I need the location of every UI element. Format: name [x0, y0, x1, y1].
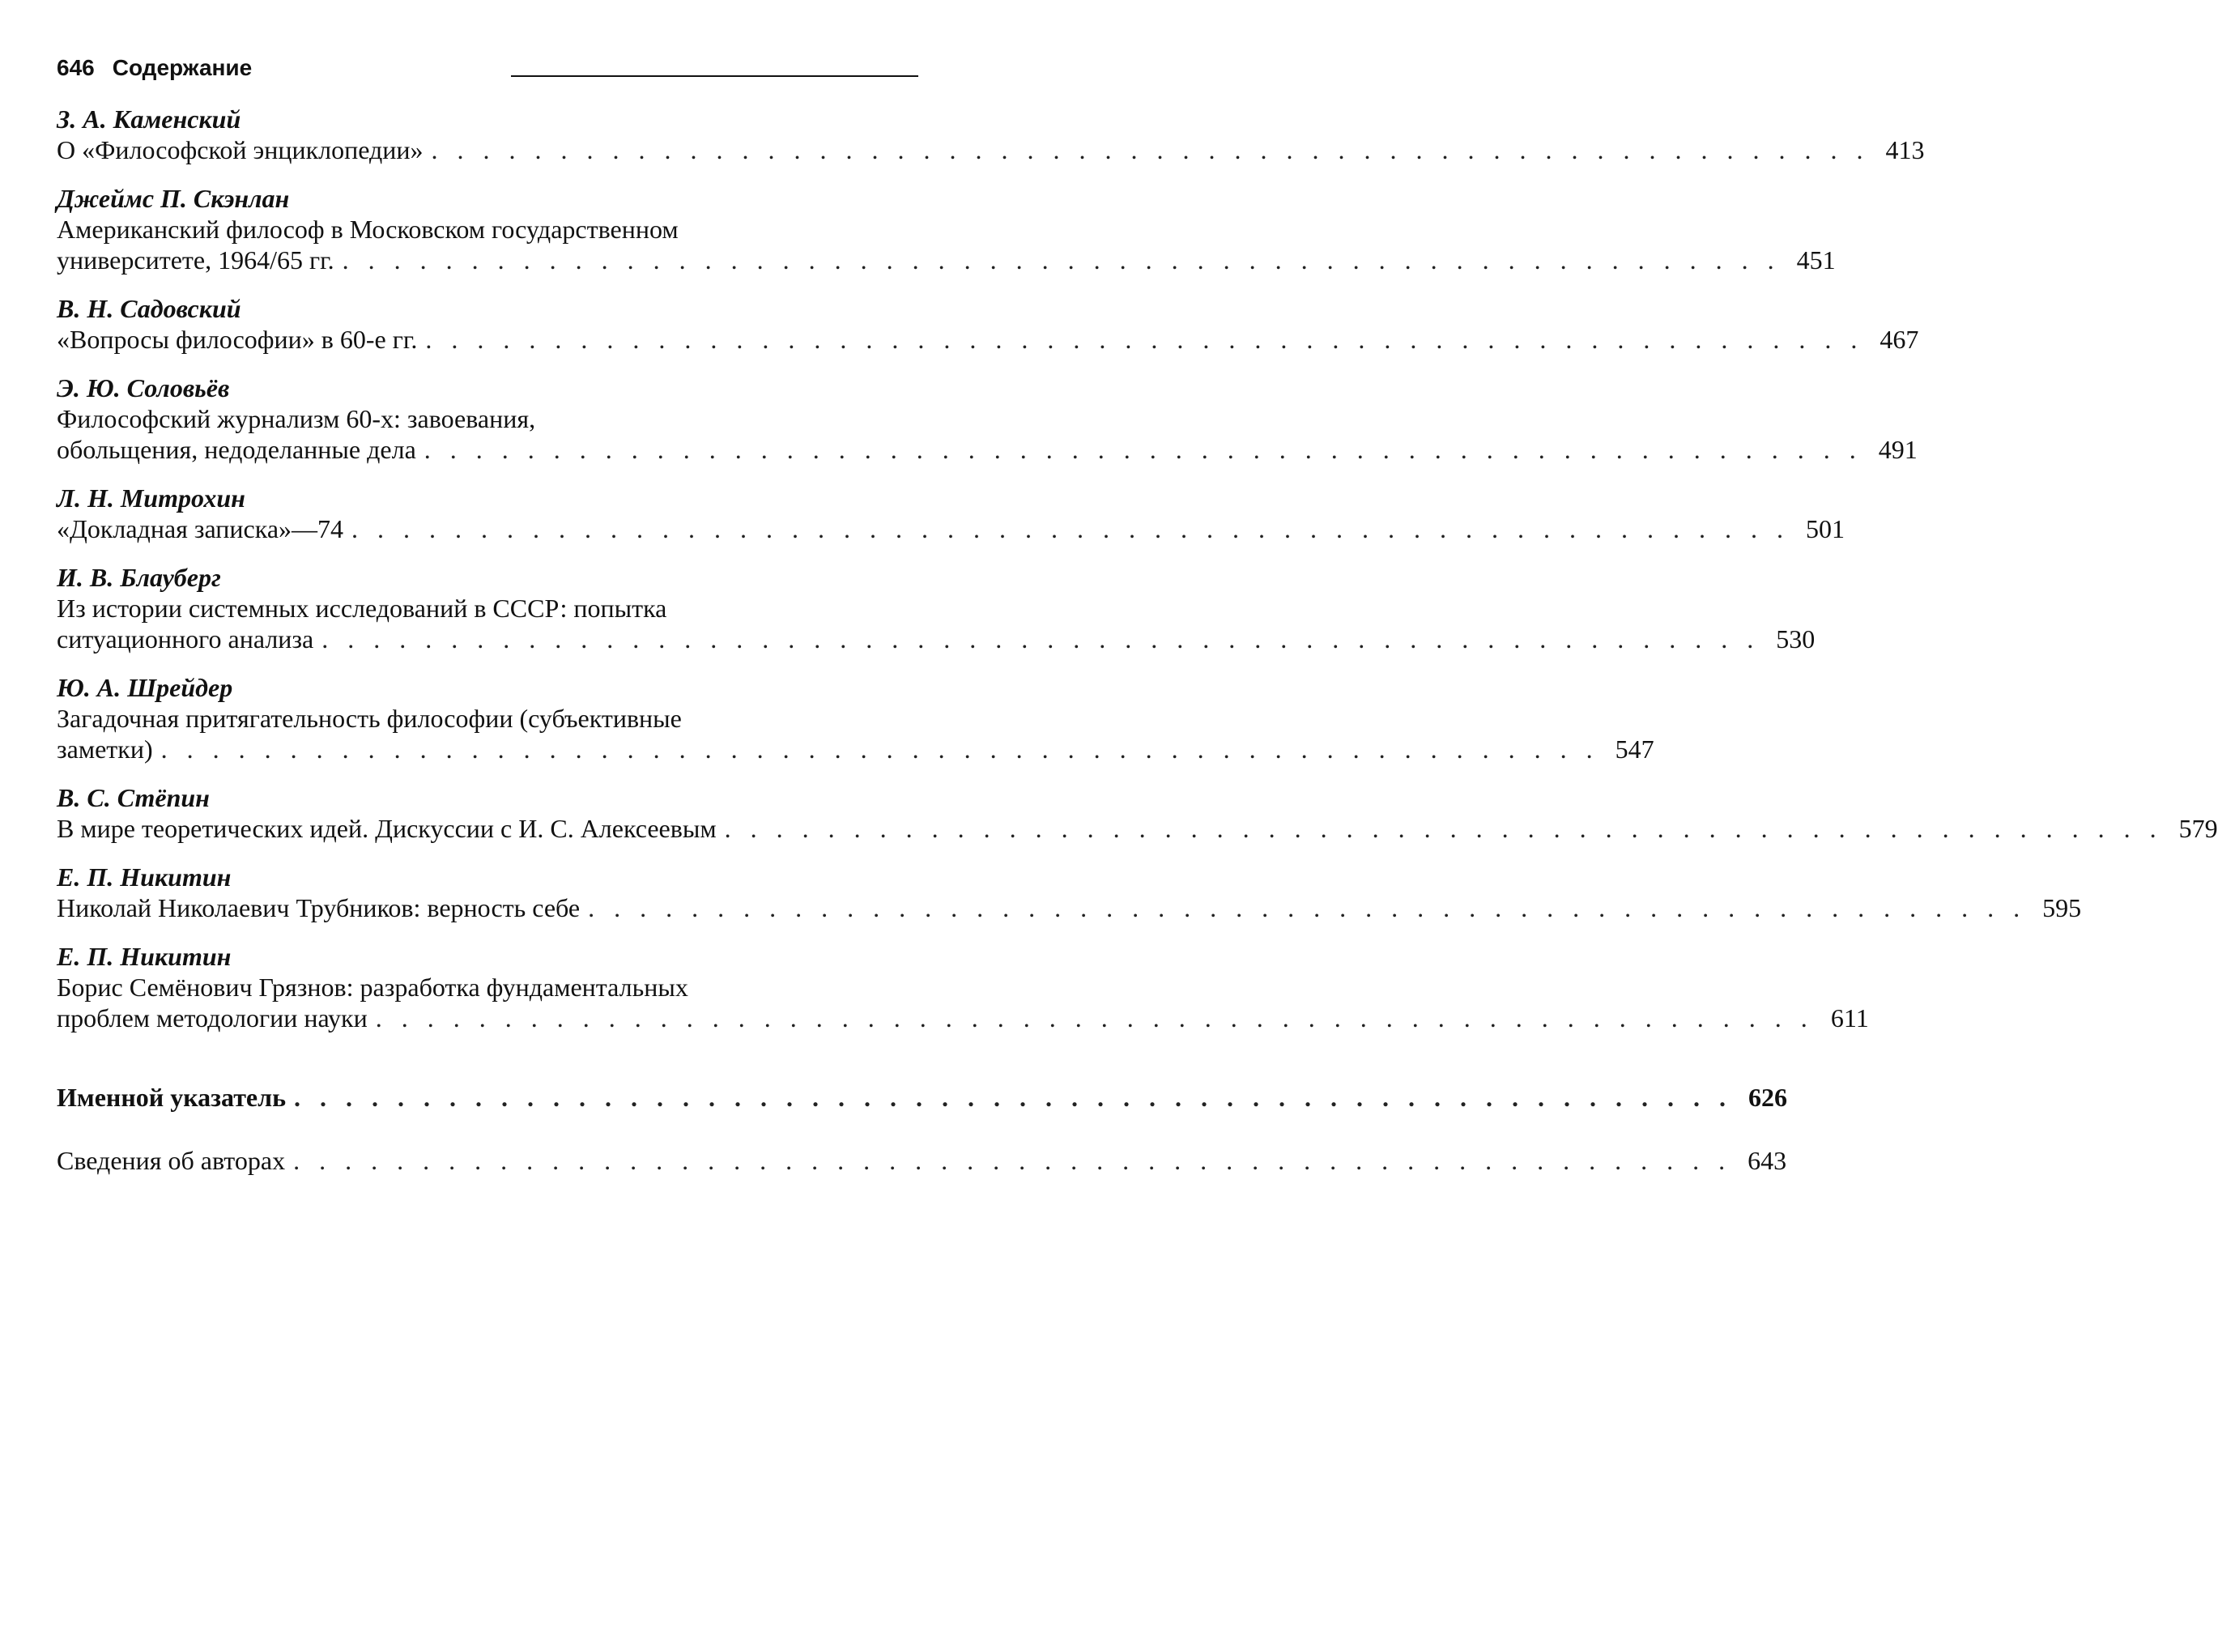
dot-leader: . . . . . . . . . . . . . . . . . . . . . . . . . . . . . . . . . . . . . . . . . . . . . . . . . . . . . . . .	[160, 734, 1599, 764]
dot-leader: . . . . . . . . . . . . . . . . . . . . . . . . . . . . . . . . . . . . . . . . . . . . . . . . . . . . . . . .	[351, 514, 1790, 543]
entry-title-text: В мире теоретических идей. Дискуссии с И. С. Алексеевым	[57, 814, 717, 843]
entry-title-last-line	[57, 892, 2082, 923]
back-matter-page-number: 643	[1748, 1146, 1787, 1175]
page-title: Содержание	[112, 55, 253, 80]
toc-entry	[57, 941, 1869, 1033]
toc-entry	[57, 672, 1654, 764]
entry-title-last-line	[57, 434, 1918, 465]
dot-leader: . . . . . . . . . . . . . . . . . . . . . . . . . . . . . . . . . . . . . . . . . . . . . . . . . . . . . . . .	[293, 1083, 1732, 1112]
toc-entry	[57, 293, 1919, 355]
entry-title-line: Философский журнализм 60-х: завоевания,	[57, 404, 536, 433]
entry-title-text: ситуационного анализа	[57, 624, 314, 654]
dot-leader: . . . . . . . . . . . . . . . . . . . . . . . . . . . . . . . . . . . . . . . . . . . . . . . . . . . . . . . .	[293, 1146, 1732, 1175]
entry-author: В. С. Стёпин	[57, 783, 210, 812]
entry-author: Э. Ю. Соловьёв	[57, 373, 230, 402]
back-matter-label: Именной указатель	[57, 1083, 286, 1112]
entry-page-number: 530	[1776, 624, 1816, 654]
entry-title-line: Загадочная притягательность философии (субъективные	[57, 704, 682, 733]
entry-title-last-line	[57, 813, 2218, 844]
entry-title-text: заметки)	[57, 734, 153, 764]
toc-entry	[57, 562, 1816, 654]
entry-page-number: 611	[1830, 1003, 1869, 1032]
entry-author: Л. Н. Митрохин	[57, 483, 245, 513]
dot-leader: . . . . . . . . . . . . . . . . . . . . . . . . . . . . . . . . . . . . . . . . . . . . . . . . . . . . . . . .	[342, 245, 1781, 275]
toc-entry	[57, 183, 1836, 275]
dot-leader: . . . . . . . . . . . . . . . . . . . . . . . . . . . . . . . . . . . . . . . . . . . . . . . . . . . . . . . .	[321, 624, 1760, 654]
toc-entry	[57, 862, 2082, 923]
entry-title-last-line	[57, 513, 1845, 544]
entry-title-last-line	[57, 1003, 1869, 1033]
toc-entry	[57, 104, 1925, 165]
entry-page-number: 547	[1615, 734, 1654, 764]
back-matter-entry	[57, 1145, 1787, 1176]
dot-leader: . . . . . . . . . . . . . . . . . . . . . . . . . . . . . . . . . . . . . . . . . . . . . . . . . . . . . . . .	[424, 435, 1863, 464]
entry-author: Е. П. Никитин	[57, 862, 232, 892]
dot-leader: . . . . . . . . . . . . . . . . . . . . . . . . . . . . . . . . . . . . . . . . . . . . . . . . . . . . . . . .	[375, 1003, 1814, 1032]
page-number: 646	[57, 55, 95, 80]
entry-title-last-line	[57, 245, 1836, 275]
entry-page-number: 579	[2178, 814, 2218, 843]
entry-page-number: 595	[2042, 893, 2082, 922]
dot-leader: . . . . . . . . . . . . . . . . . . . . . . . . . . . . . . . . . . . . . . . . . . . . . . . . . . . . . . . .	[431, 135, 1870, 164]
entry-title-last-line	[57, 624, 1816, 654]
entry-page-number: 491	[1878, 435, 1918, 464]
entry-title-last-line	[57, 734, 1654, 764]
entry-title-line: Из истории системных исследований в СССР: попытка	[57, 594, 667, 623]
entry-title-line: Борис Семёнович Грязнов: разработка фундаментальных	[57, 973, 688, 1002]
toc-page	[57, 47, 2218, 1208]
entry-author: Ю. А. Шрейдер	[57, 673, 233, 702]
entry-title-last-line	[57, 134, 1925, 165]
entry-author: В. Н. Садовский	[57, 294, 241, 323]
entry-title-text: «Вопросы философии» в 60-е гг.	[57, 325, 418, 354]
toc-entry	[57, 782, 2218, 844]
entry-page-number: 467	[1880, 325, 1919, 354]
entry-author: Е. П. Никитин	[57, 942, 232, 971]
entry-author: Джеймс П. Скэнлан	[57, 184, 290, 213]
entry-title-text: Николай Николаевич Трубников: верность себе	[57, 893, 581, 922]
back-matter-entry	[57, 1082, 1787, 1113]
entry-title-text: обольщения, недоделанные дела	[57, 435, 416, 464]
toc-list	[57, 104, 2218, 1033]
entry-author: З. А. Каменский	[57, 104, 241, 134]
entry-title-text: проблем методологии науки	[57, 1003, 368, 1032]
toc-entry	[57, 483, 1845, 544]
page-header	[57, 47, 918, 79]
header-rule	[511, 75, 918, 77]
back-matter-list	[57, 1082, 1787, 1176]
dot-leader: . . . . . . . . . . . . . . . . . . . . . . . . . . . . . . . . . . . . . . . . . . . . . . . . . . . . . . . .	[724, 814, 2163, 843]
entry-title-last-line	[57, 324, 1919, 355]
dot-leader: . . . . . . . . . . . . . . . . . . . . . . . . . . . . . . . . . . . . . . . . . . . . . . . . . . . . . . . .	[588, 893, 2027, 922]
entry-page-number: 501	[1806, 514, 1845, 543]
dot-leader: . . . . . . . . . . . . . . . . . . . . . . . . . . . . . . . . . . . . . . . . . . . . . . . . . . . . . . . .	[425, 325, 1864, 354]
back-matter-label: Сведения об авторах	[57, 1146, 286, 1175]
entry-title-text: «Докладная записка»—74	[57, 514, 344, 543]
back-matter-page-number: 626	[1748, 1083, 1787, 1112]
toc-entry	[57, 373, 1918, 465]
entry-title-line: Американский философ в Московском государственном	[57, 215, 679, 244]
entry-page-number: 451	[1796, 245, 1836, 275]
entry-title-text: университете, 1964/65 гг.	[57, 245, 334, 275]
entry-title-text: О «Философской энциклопедии»	[57, 135, 424, 164]
entry-page-number: 413	[1885, 135, 1925, 164]
entry-author: И. В. Блауберг	[57, 563, 221, 592]
